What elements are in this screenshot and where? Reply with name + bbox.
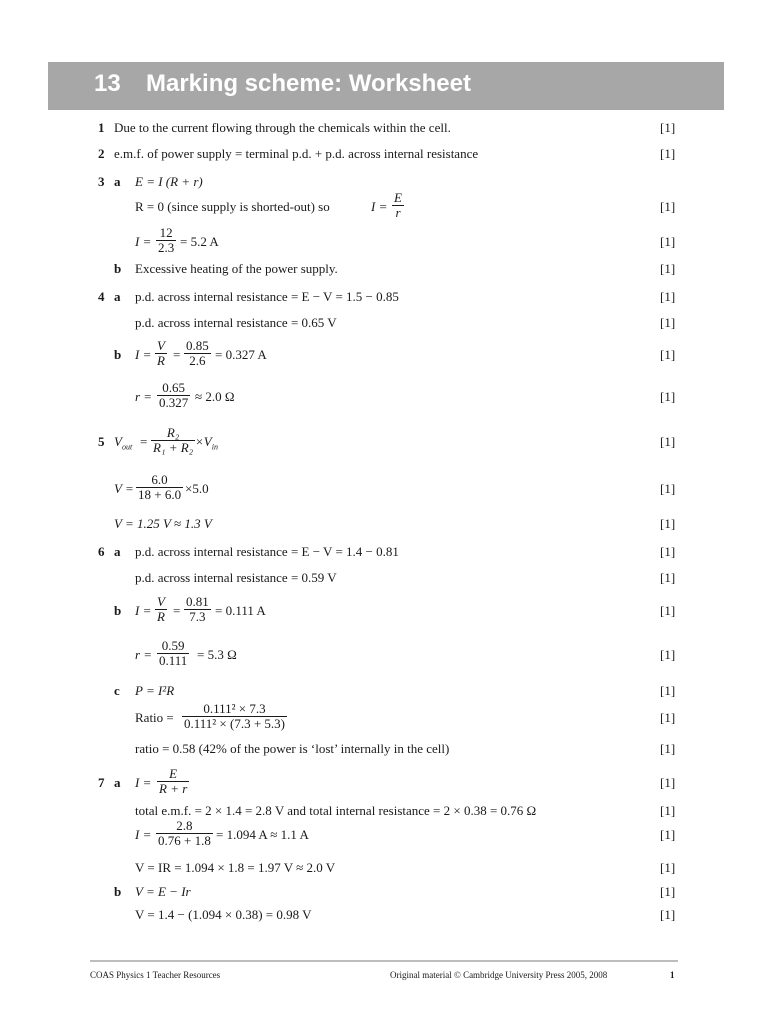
answer-text: e.m.f. of power supply = terminal p.d. + p.d. across internal resistance (114, 146, 479, 161)
mark: [1] (660, 803, 676, 818)
numerator: 0.85 (186, 338, 209, 353)
denominator: 2.3 (158, 240, 175, 255)
question-number: 1 (98, 120, 105, 135)
numerator: 6.0 (151, 472, 168, 487)
equation: P = I²R (135, 683, 175, 698)
chapter-number: 13 (94, 70, 121, 97)
mark: [1] (660, 146, 676, 161)
mark: [1] (660, 347, 676, 362)
fraction (157, 639, 189, 668)
fraction (182, 702, 287, 731)
equation-lhs (114, 434, 132, 456)
equation-rhs: = 1.094 A ≈ 1.1 A (216, 827, 309, 842)
subscript: in (211, 442, 218, 452)
mark: [1] (660, 827, 676, 842)
denominator: 0.111 (159, 653, 188, 668)
denominator: 0.111² × (7.3 + 5.3) (184, 716, 286, 731)
equals: = (173, 603, 181, 618)
part-label-a: a (114, 289, 121, 304)
mark: [1] (660, 710, 676, 725)
mark: [1] (660, 603, 676, 618)
denominator: 0.327 (159, 395, 189, 410)
numerator: 0.65 (162, 380, 185, 395)
fraction (184, 339, 211, 368)
denominator: 18 + 6.0 (138, 487, 182, 502)
denominator: 2.6 (184, 353, 211, 368)
answer-text: R = 0 (since supply is shorted-out) so (135, 199, 330, 214)
denominator: r (392, 205, 404, 220)
denominator: R (157, 353, 165, 368)
equation-rhs: = 5.3 Ω (197, 647, 237, 662)
answer-text: total e.m.f. = 2 × 1.4 = 2.8 V and total internal resistance = 2 × 0.38 = 0.76 Ω (135, 803, 537, 818)
question-number: 2 (98, 146, 105, 161)
mark: [1] (660, 389, 676, 404)
question-number: 4 (98, 289, 105, 304)
title-banner (48, 62, 724, 110)
numerator: 0.81 (186, 594, 209, 609)
mark: [1] (660, 741, 676, 756)
footer-divider (90, 960, 678, 962)
question-number: 6 (98, 544, 105, 559)
subscript: out (121, 442, 133, 452)
equation-rhs: = 0.111 A (215, 603, 266, 618)
numerator: R₂ (166, 425, 180, 440)
mark: [1] (660, 570, 676, 585)
numerator: 12 (159, 225, 173, 240)
equation-rhs: = 0.327 A (215, 347, 267, 362)
denominator: R + r (159, 781, 188, 796)
denominator: R₁ + R₂ (153, 440, 194, 455)
part-label-b: b (114, 261, 122, 276)
numerator: V (157, 338, 165, 353)
mark: [1] (660, 481, 676, 496)
mark: [1] (660, 516, 676, 531)
chapter-title: Marking scheme: Worksheet (146, 70, 471, 97)
answer-text: ratio = 0.58 (42% of the power is ‘lost’ internally in the cell) (135, 741, 450, 756)
equation-lhs: Ratio = (135, 710, 174, 725)
equals: = (140, 434, 148, 449)
part-label-a: a (114, 775, 121, 790)
fraction (136, 473, 183, 502)
part-label-a: a (114, 174, 121, 189)
answer-text: p.d. across internal resistance = E − V = 1.4 − 0.81 (135, 544, 399, 559)
page-title (94, 70, 471, 98)
part-label-b: b (114, 603, 122, 618)
mark: [1] (660, 120, 676, 135)
equation-lhs: I = (135, 827, 152, 842)
equation-lhs: r = (135, 647, 153, 662)
mark: [1] (660, 199, 676, 214)
fraction (157, 767, 189, 796)
mark: [1] (660, 647, 676, 662)
equation: V = 1.4 − (1.094 × 0.38) = 0.98 V (135, 907, 312, 922)
mark: [1] (660, 544, 676, 559)
equals: = (173, 347, 181, 362)
answer-text: p.d. across internal resistance = 0.59 V (135, 570, 337, 585)
numerator: V (157, 594, 165, 609)
answer-text: p.d. across internal resistance = E − V = 1.5 − 0.85 (135, 289, 399, 304)
mark: [1] (660, 884, 676, 899)
mark: [1] (660, 683, 676, 698)
fraction (184, 595, 211, 624)
equation: V = IR = 1.094 × 1.8 = 1.97 V ≈ 2.0 V (135, 860, 336, 875)
equation-rhs: ≈ 2.0 Ω (195, 389, 235, 404)
numerator: 0.111² × 7.3 (203, 701, 266, 716)
answer-text: p.d. across internal resistance = 0.65 V (135, 315, 337, 330)
fraction (155, 339, 167, 368)
mark: [1] (660, 315, 676, 330)
part-label-b: b (114, 884, 122, 899)
question-number: 5 (98, 434, 105, 449)
page-number: 1 (670, 970, 675, 980)
question-number: 7 (98, 775, 105, 790)
mark: [1] (660, 289, 676, 304)
equation-rhs: ×5.0 (185, 481, 209, 496)
equation-lhs: V = (114, 481, 134, 496)
footer-copyright: Original material © Cambridge University Press 2005, 2008 (390, 970, 608, 980)
fraction (156, 226, 176, 255)
mark: [1] (660, 860, 676, 875)
equation-lhs: I = (135, 775, 152, 790)
symbol: ×V (195, 434, 212, 449)
denominator: 0.76 + 1.8 (158, 833, 211, 848)
fraction (155, 595, 167, 624)
symbol: V (114, 434, 122, 449)
fraction (151, 426, 195, 455)
mark: [1] (660, 775, 676, 790)
equation-lhs: I = (135, 234, 152, 249)
part-label-a: a (114, 544, 121, 559)
mark: [1] (660, 907, 676, 922)
numerator: 2.8 (176, 818, 193, 833)
fraction (156, 819, 213, 848)
mark: [1] (660, 234, 676, 249)
fraction (392, 191, 404, 220)
answer-text: Excessive heating of the power supply. (135, 261, 338, 276)
equation-lhs: I = (371, 199, 388, 214)
part-label-c: c (114, 683, 120, 698)
equation-rhs (195, 434, 218, 456)
part-label-b: b (114, 347, 122, 362)
equation-lhs: I = (135, 603, 152, 618)
numerator: E (394, 190, 402, 205)
equation-rhs: = 5.2 A (180, 234, 219, 249)
equation: V = E − Ir (135, 884, 191, 899)
equation: V = 1.25 V ≈ 1.3 V (114, 516, 212, 531)
denominator: R (157, 609, 165, 624)
footer-left: COAS Physics 1 Teacher Resources (90, 970, 221, 980)
numerator: E (169, 766, 178, 781)
denominator: 7.3 (184, 609, 211, 624)
answer-text: Due to the current flowing through the chemicals within the cell. (114, 120, 451, 135)
equation: E = I (R + r) (135, 174, 203, 189)
mark: [1] (660, 434, 676, 449)
fraction (157, 381, 190, 410)
numerator: 0.59 (161, 638, 185, 653)
question-number: 3 (98, 174, 105, 189)
mark: [1] (660, 261, 676, 276)
equation-lhs: r = (135, 389, 153, 404)
equation-lhs: I = (135, 347, 152, 362)
